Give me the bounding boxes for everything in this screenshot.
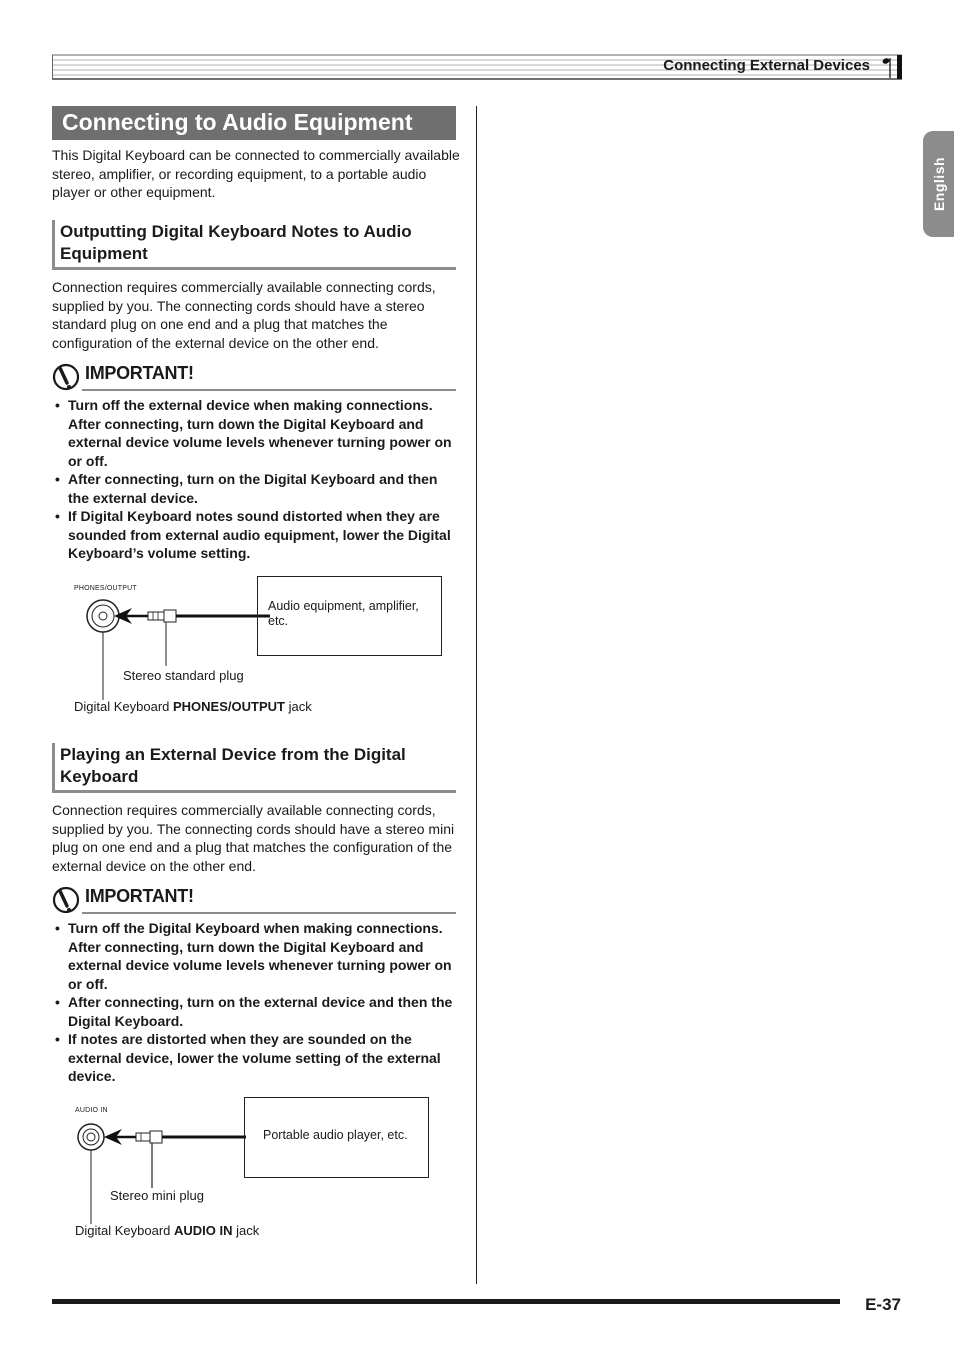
jack-label: AUDIO IN <box>75 1107 108 1114</box>
important-label: IMPORTANT! <box>85 886 194 906</box>
intro-paragraph: This Digital Keyboard can be connected to commercially available stereo, amplifier, or recording equipment, to a portable audio player or other equipment. <box>52 147 460 200</box>
list-item: • After connecting, turn on the external device and then the Digital Keyboard. <box>52 993 456 1030</box>
device-label: Audio equipment, amplifier, etc. <box>268 599 419 628</box>
audio-equipment-box <box>257 576 442 656</box>
caption-prefix: Digital Keyboard <box>75 1223 174 1238</box>
jack-caption <box>74 699 312 714</box>
important-label: IMPORTANT! <box>85 363 194 383</box>
plug-label: Stereo mini plug <box>110 1188 204 1203</box>
portable-player-box <box>244 1097 429 1178</box>
list-item: • Turn off the external device when making connections. After connecting, turn down the Digital Keyboard and external device volume levels whenever turning power on or off. <box>52 396 456 470</box>
page-title: Connecting to Audio Equipment <box>62 109 413 135</box>
page-number: E-37 <box>865 1295 901 1314</box>
language-tab-label: English <box>930 156 947 212</box>
list-item: • After connecting, turn on the Digital Keyboard and then the external device. <box>52 470 456 507</box>
important-rule <box>82 912 456 914</box>
caption-prefix: Digital Keyboard <box>74 699 173 714</box>
section2-body: Connection requires commercially available connecting cords, supplied by you. The connecting cords should have a stereo mini plug on one end and a plug that matches the configuration of the external device on the other end. <box>52 802 455 874</box>
caption-bold: AUDIO IN <box>174 1223 233 1238</box>
list-item: • If notes are distorted when they are sounded on the external device, lower the volume setting of the external device. <box>52 1030 456 1086</box>
list-item: • If Digital Keyboard notes sound distorted when they are sounded from external audio equipment, lower the Digital Keyboard’s volume setting. <box>52 507 456 563</box>
section2-important-header <box>52 886 456 914</box>
important-icon <box>52 363 82 393</box>
list-item: • Turn off the Digital Keyboard when making connections. After connecting, turn down the Digital Keyboard and external device volume levels whenever turning power on or off. <box>52 919 456 993</box>
section1-important-list <box>52 396 456 563</box>
audio-in-connection-diagram <box>70 1112 246 1224</box>
caption-bold: PHONES/OUTPUT <box>173 699 285 714</box>
jack-caption <box>75 1223 259 1238</box>
important-rule <box>82 389 456 391</box>
footer-rule <box>52 1299 840 1304</box>
section1-heading: Outputting Digital Keyboard Notes to Audio Equipment <box>52 220 456 270</box>
language-tab <box>923 131 954 237</box>
caption-suffix: jack <box>232 1223 260 1238</box>
plug-label: Stereo standard plug <box>123 668 244 683</box>
section1-important-header <box>52 363 456 391</box>
section2-heading: Playing an External Device from the Digital Keyboard <box>52 743 456 793</box>
device-label: Portable audio player, etc. <box>263 1128 408 1142</box>
phones-output-connection-diagram <box>70 590 270 700</box>
important-icon <box>52 886 82 916</box>
page-title-bar <box>52 106 456 140</box>
jack-label: PHONES/OUTPUT <box>74 585 137 592</box>
section1-body: Connection requires commercially available connecting cords, supplied by you. The connecting cords should have a stereo standard plug on one end and a plug that matches the configuration of the external device on the other end. <box>52 279 436 351</box>
column-divider <box>476 106 477 1284</box>
header-section-title: Connecting External Devices <box>663 57 870 74</box>
caption-suffix: jack <box>284 699 312 714</box>
section2-important-list <box>52 919 456 1086</box>
